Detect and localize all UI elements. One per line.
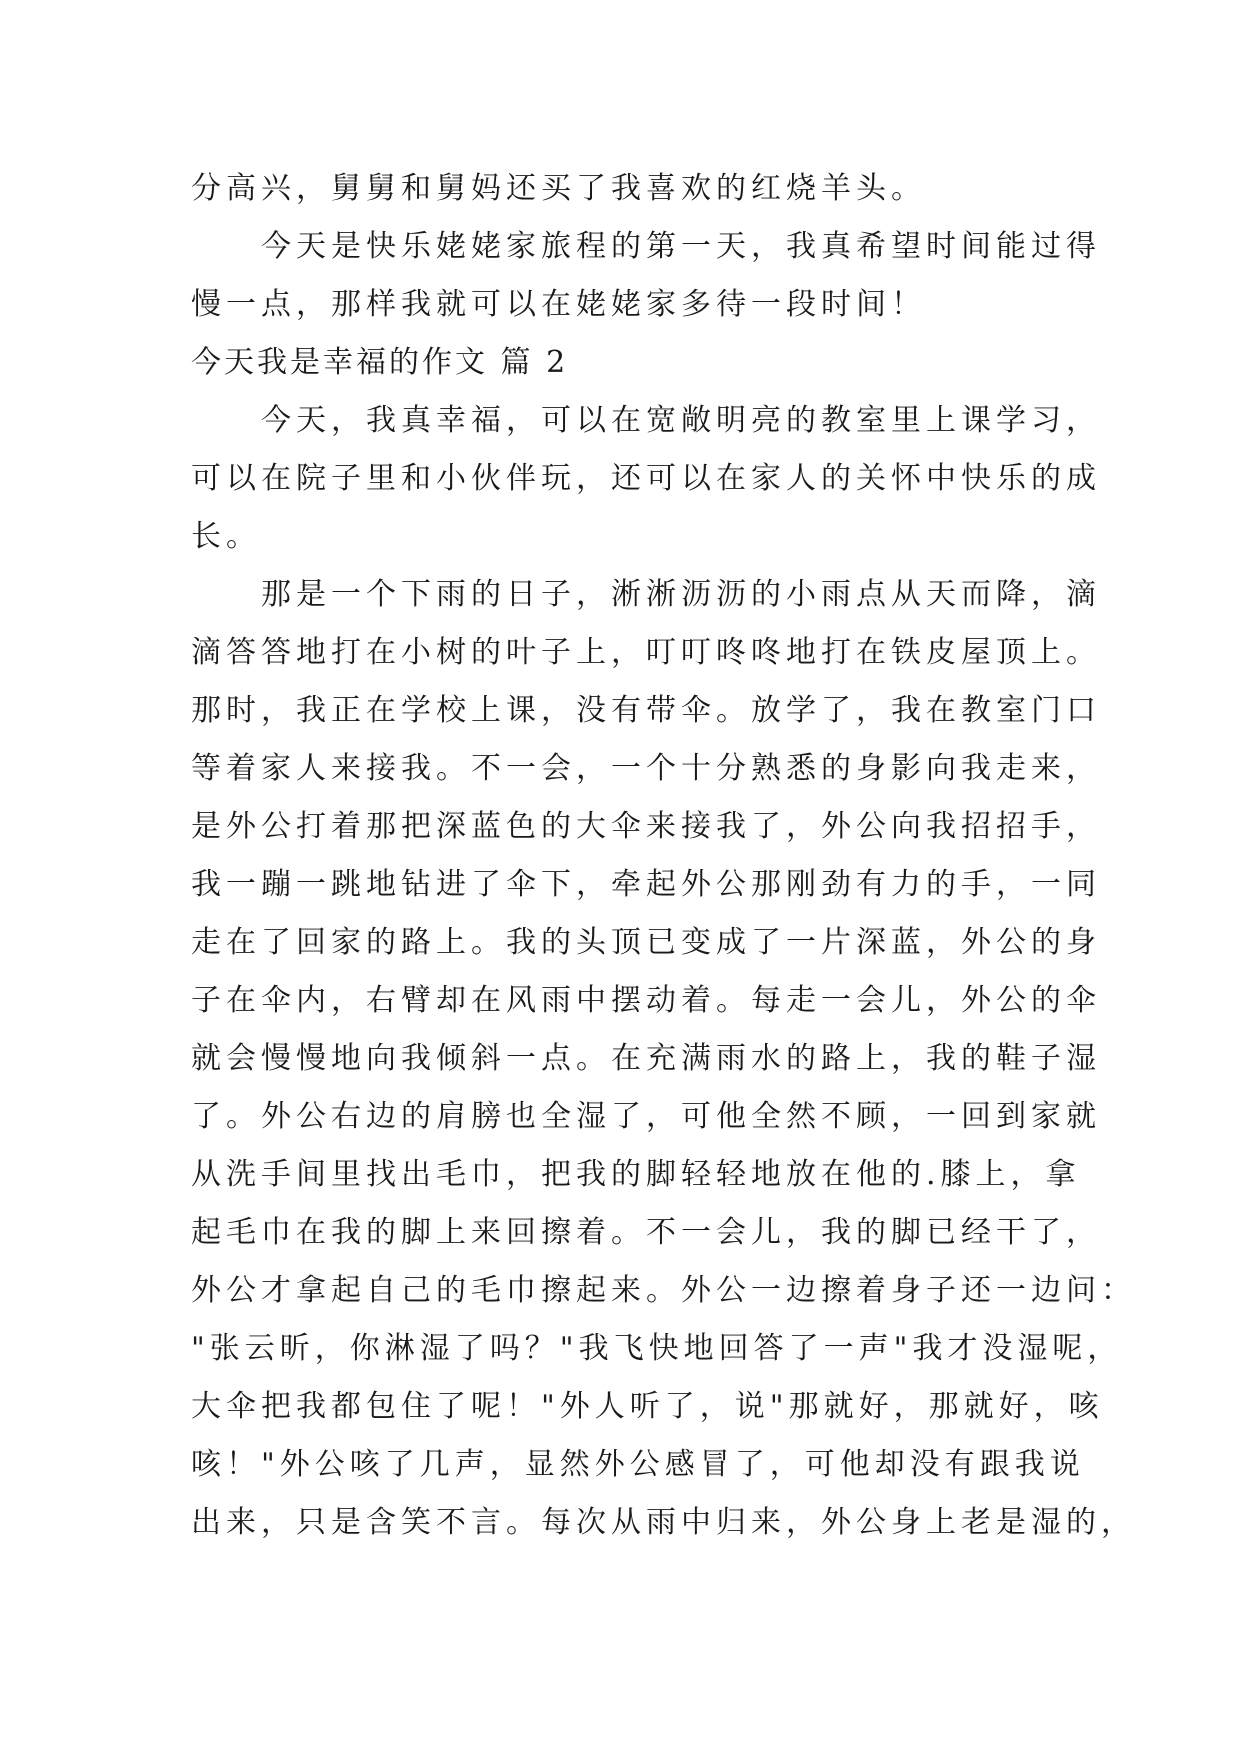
text-line: "张云昕，你淋湿了吗？"我飞快地回答了一声"我才没湿呢， bbox=[191, 1331, 1123, 1366]
text-line: 外公才拿起自己的毛巾擦起来。外公一边擦着身子还一边问： bbox=[191, 1273, 1136, 1308]
text-line: 是外公打着那把深蓝色的大伞来接我了，外公向我招招手， bbox=[191, 809, 1101, 844]
paragraph-start-line: 今天，我真幸福，可以在宽敞明亮的教室里上课学习， bbox=[261, 403, 1101, 438]
text-line: 大伞把我都包住了呢！"外人听了，说"那就好，那就好，咳 bbox=[191, 1389, 1104, 1424]
text-line: 了。外公右边的肩膀也全湿了，可他全然不顾，一回到家就 bbox=[191, 1099, 1101, 1134]
text-line: 子在伞内，右臂却在风雨中摆动着。每走一会儿，外公的伞 bbox=[191, 983, 1101, 1018]
text-line: 可以在院子里和小伙伴玩，还可以在家人的关怀中快乐的成 bbox=[191, 461, 1101, 496]
text-line: 等着家人来接我。不一会，一个十分熟悉的身影向我走来， bbox=[191, 751, 1101, 786]
text-line: 我一蹦一跳地钻进了伞下，牵起外公那刚劲有力的手，一同 bbox=[191, 867, 1101, 902]
text-line: 出来，只是含笑不言。每次从雨中归来，外公身上老是湿的， bbox=[191, 1505, 1136, 1540]
text-line: 起毛巾在我的脚上来回擦着。不一会儿，我的脚已经干了， bbox=[191, 1215, 1101, 1250]
section-heading: 今天我是幸福的作文 篇 2 bbox=[191, 345, 569, 380]
text-line: 走在了回家的路上。我的头顶已变成了一片深蓝，外公的身 bbox=[191, 925, 1101, 960]
document-body bbox=[191, 160, 1136, 1552]
text-line: 咳！"外公咳了几声，显然外公感冒了，可他却没有跟我说 bbox=[191, 1447, 1085, 1482]
text-line: 长。 bbox=[191, 519, 261, 554]
paragraph-start-line: 今天是快乐姥姥家旅程的第一天，我真希望时间能过得 bbox=[261, 229, 1101, 264]
text-line: 从洗手间里找出毛巾，把我的脚轻轻地放在他的.膝上，拿 bbox=[191, 1157, 1081, 1192]
paragraph-start-line: 那是一个下雨的日子，淅淅沥沥的小雨点从天而降，滴 bbox=[261, 577, 1101, 612]
text-line: 慢一点，那样我就可以在姥姥家多待一段时间！ bbox=[191, 287, 926, 322]
text-line: 那时，我正在学校上课，没有带伞。放学了，我在教室门口 bbox=[191, 693, 1101, 728]
text-line: 就会慢慢地向我倾斜一点。在充满雨水的路上，我的鞋子湿 bbox=[191, 1041, 1101, 1076]
text-line: 滴答答地打在小树的叶子上，叮叮咚咚地打在铁皮屋顶上。 bbox=[191, 635, 1101, 670]
text-line: 分高兴，舅舅和舅妈还买了我喜欢的红烧羊头。 bbox=[191, 171, 926, 206]
